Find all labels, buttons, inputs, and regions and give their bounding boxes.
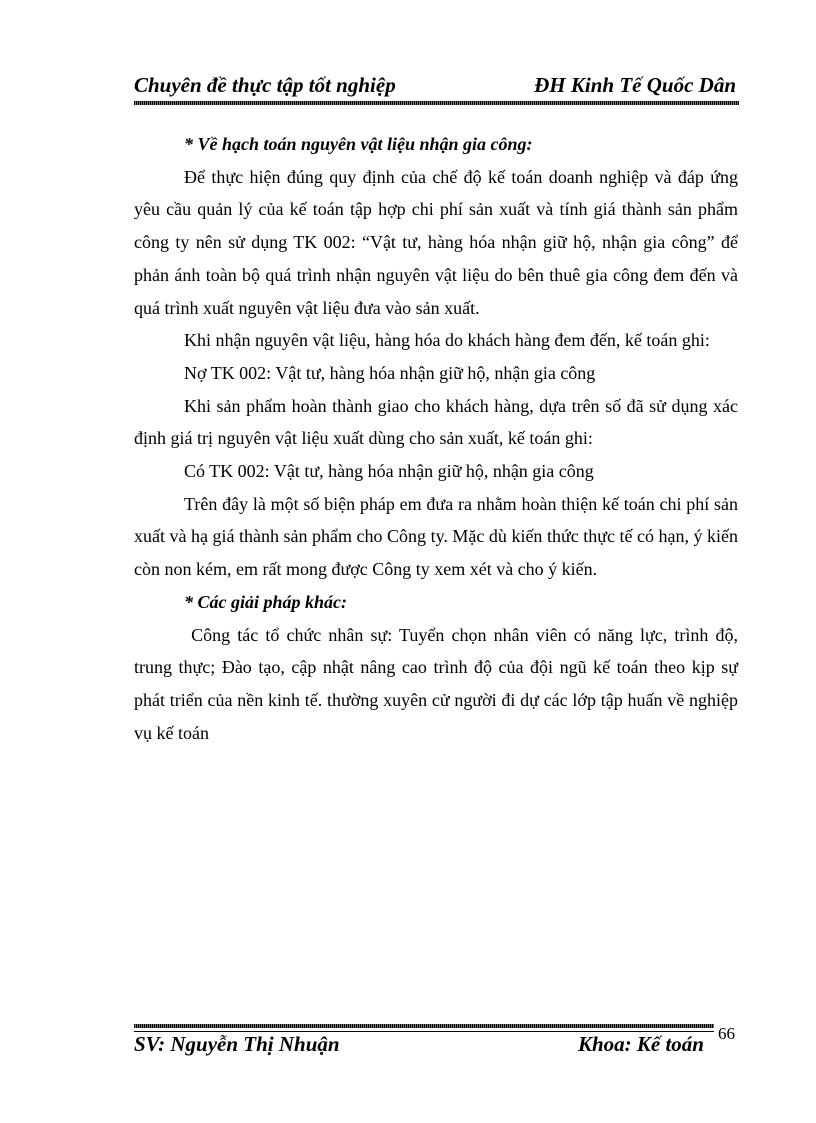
- header-rule: [134, 101, 739, 105]
- paragraph: Nợ TK 002: Vật tư, hàng hóa nhận giữ hộ, nhận gia công: [184, 362, 596, 383]
- section-heading-materials: * Về hạch toán nguyên vật liệu nhận gia công:: [184, 134, 533, 154]
- footer-rule: [134, 1024, 714, 1028]
- page-footer: [134, 1032, 704, 1062]
- paragraph: Khi sản phẩm hoàn thành giao cho khách hàng, dựa trên số đã sử dụng xác định giá trị nguyên vật liệu xuất dùng cho sản xuất, kế toán ghi:: [134, 395, 738, 449]
- paragraph: Có TK 002: Vật tư, hàng hóa nhận giữ hộ, nhận gia công: [184, 461, 594, 482]
- paragraph: Công tác tổ chức nhân sự: Tuyển chọn nhân viên có năng lực, trình độ, trung thực; Đào tạo, cập nhật nâng cao trình độ của đội ngũ kế toán theo kịp sự phát triển của nền kinh tế. thường xuyên cử người đi dự các lớp tập huấn về nghiệp vụ kế toán: [134, 624, 743, 743]
- section-heading-other-solutions: * Các giải pháp khác:: [184, 591, 348, 612]
- footer-student: SV: Nguyễn Thị Nhuận: [134, 1032, 340, 1056]
- paragraph: Để thực hiện đúng quy định của chế độ kế toán doanh nghiệp và đáp ứng yêu cầu quản lý của kế toán tập hợp chi phí sản xuất và tính giá thành sản phẩm công ty nên sử dụng TK 002: “Vật tư, hàng hóa nhận giữ hộ, nhận gia công” để phản ánh toàn bộ quá trình nhận nguyên vật liệu do bên thuê gia công đem đến và quá trình xuất nguyên vật liệu đưa vào sản xuất.: [134, 166, 738, 318]
- paragraph: Khi nhận nguyên vật liệu, hàng hóa do khách hàng đem đến, kế toán ghi:: [184, 330, 710, 351]
- footer-faculty: Khoa: Kế toán: [577, 1032, 704, 1056]
- page-header: [134, 73, 736, 103]
- paragraph: Trên đây là một số biện pháp em đưa ra nhằm hoàn thiện kế toán chi phí sản xuất và hạ giá thành sản phẩm cho Công ty. Mặc dù kiến thức thực tế có hạn, ý kiến còn non kém, em rất mong được Công ty xem xét và cho ý kiến.: [134, 493, 738, 580]
- header-title: Chuyên đề thực tập tốt nghiệp: [134, 73, 396, 97]
- header-university: ĐH Kinh Tế Quốc Dân: [534, 73, 736, 97]
- document-body: [134, 128, 743, 749]
- page-number: 66: [718, 1024, 735, 1043]
